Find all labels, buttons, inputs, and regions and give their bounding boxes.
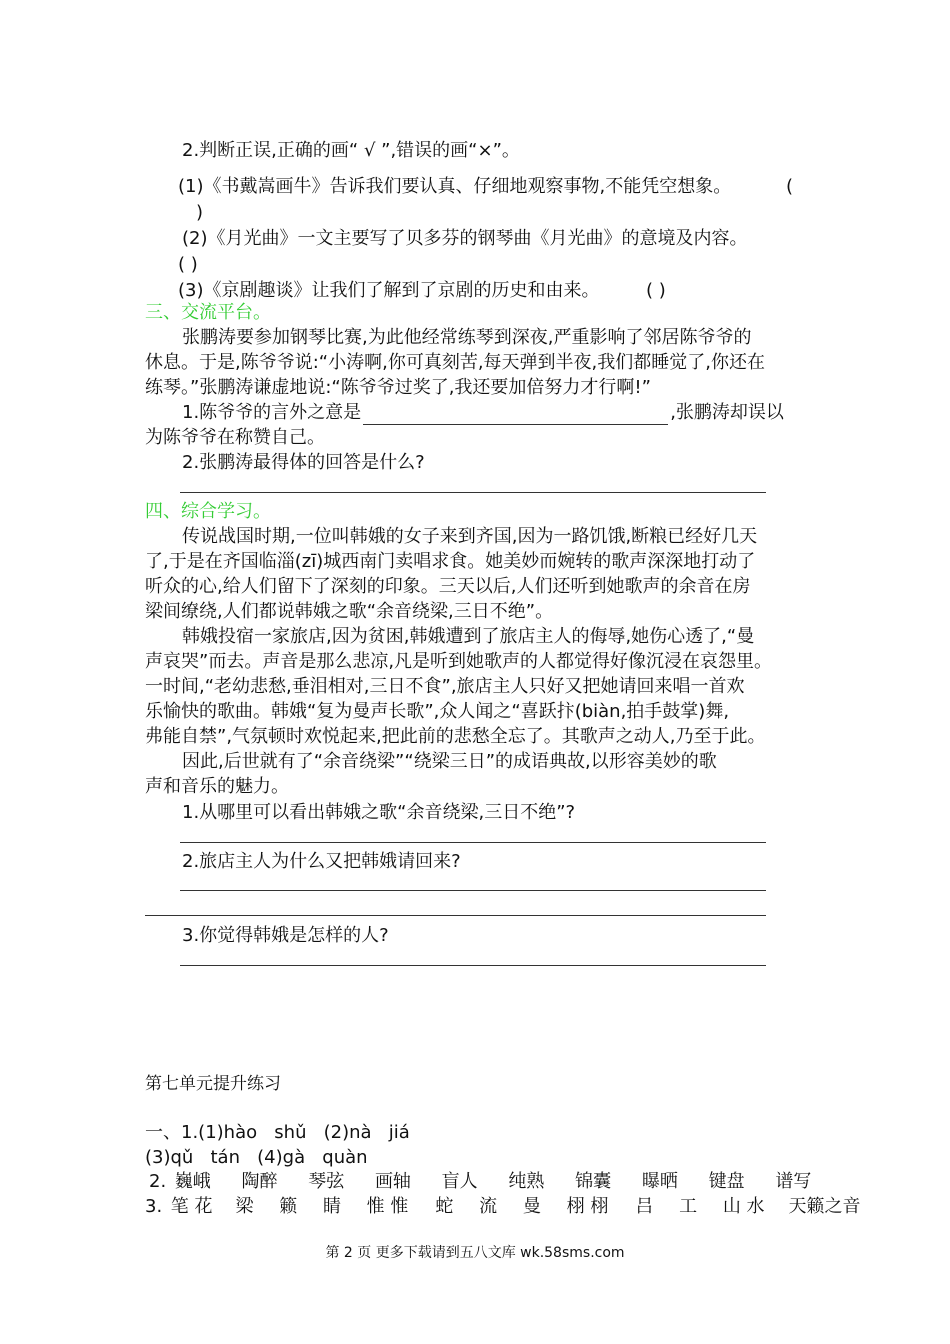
answer-word: 画轴 — [374, 1171, 411, 1192]
judge-item-1-paren-open: ( — [786, 176, 794, 197]
judge-item-3: (3)《京剧趣谈》让我们了解到了京剧的历史和由来。 — [178, 280, 600, 301]
answer-word: 笔 花 — [170, 1196, 213, 1217]
answer-word: 纯熟 — [508, 1171, 545, 1192]
answer-word: 锦囊 — [575, 1171, 612, 1192]
answer-word: 栩 栩 — [566, 1196, 609, 1217]
answer-line[interactable] — [145, 915, 766, 916]
sec4-para-line-5: 韩娥投宿一家旅店,因为贫困,韩娥遭到了旅店主人的侮辱,她伤心透了,“曼 — [182, 626, 755, 647]
sec3-question-2: 2.张鹏涛最得体的回答是什么? — [182, 452, 425, 473]
answers-row-3 — [145, 1195, 869, 1219]
sec3-para-line-1: 张鹏涛要参加钢琴比赛,为此他经常练琴到深夜,严重影响了邻居陈爷爷的 — [182, 327, 752, 348]
answer-word: 吕 — [635, 1196, 654, 1217]
answer-word: 陶醉 — [241, 1171, 278, 1192]
answer-word: 流 — [479, 1196, 498, 1217]
sec4-para-line-8: 乐愉快的歌曲。韩娥“复为曼声长歌”,众人闻之“喜跃抃(biàn,拍手鼓掌)舞, — [145, 701, 730, 722]
answer-word: 工 — [679, 1196, 698, 1217]
judge-item-2: (2)《月光曲》一文主要写了贝多芬的钢琴曲《月光曲》的意境及内容。 — [182, 228, 748, 249]
sec3-para-line-2: 休息。于是,陈爷爷说:“小涛啊,你可真刻苦,每天弹到半夜,我们都睡觉了,你还在 — [145, 352, 765, 373]
sec3-question-1-text: 1.陈爷爷的言外之意是 — [182, 402, 362, 423]
sec4-para-line-3: 听众的心,给人们留下了深刻的印象。三天以后,人们还听到她歌声的余音在房 — [145, 576, 751, 597]
answer-word: 曝晒 — [641, 1171, 678, 1192]
sec3-question-1 — [182, 401, 784, 425]
answer-line[interactable] — [180, 890, 766, 891]
answers-row-2 — [149, 1170, 836, 1194]
answer-word: 籁 — [279, 1196, 298, 1217]
answers-title: 第七单元提升练习 — [145, 1074, 281, 1094]
sec3-question-1-tail: ,张鹏涛却误以 — [670, 402, 784, 423]
sec4-para-line-2: 了,于是在齐国临淄(zī)城西南门卖唱求食。她美妙而婉转的歌声深深地打动了 — [145, 551, 756, 572]
judge-item-2-paren: ( ) — [178, 254, 198, 275]
answers-line-1: 一、1.(1)hào shǔ (2)nà jiá — [145, 1122, 410, 1143]
answer-line[interactable] — [180, 492, 766, 493]
sec4-para-line-9: 弗能自禁”,气氛顿时欢悦起来,把此前的悲愁全忘了。其歌声之动人,乃至于此。 — [145, 726, 766, 747]
answer-line[interactable] — [180, 842, 766, 843]
answer-word: 曼 — [522, 1196, 541, 1217]
answer-word: 蛇 — [435, 1196, 454, 1217]
answer-word: 惟 惟 — [366, 1196, 409, 1217]
sec3-para-line-3: 练琴。”张鹏涛谦虚地说:“陈爷爷过奖了,我还要加倍努力才行啊!” — [145, 377, 651, 398]
sec4-para-line-4: 梁间缭绕,人们都说韩娥之歌“余音绕梁,三日不绝”。 — [145, 601, 554, 622]
answers-row-3-label: 3. — [145, 1196, 163, 1217]
answer-word: 琴弦 — [308, 1171, 345, 1192]
sec4-para-line-7: 一时间,“老幼悲愁,垂泪相对,三日不食”,旅店主人只好又把她请回来唱一首欢 — [145, 676, 745, 697]
answer-blank[interactable] — [363, 406, 668, 425]
answer-word: 键盘 — [708, 1171, 745, 1192]
sec4-para-line-1: 传说战国时期,一位叫韩娥的女子来到齐国,因为一路饥饿,断粮已经好几天 — [182, 526, 758, 547]
judge-item-3-paren: ( ) — [646, 280, 666, 301]
section-3-heading: 三、交流平台。 — [145, 302, 271, 323]
sec3-question-1-cont: 为陈爷爷在称赞自己。 — [145, 427, 325, 448]
sec4-question-2: 2.旅店主人为什么又把韩娥请回来? — [182, 851, 461, 872]
answers-row-2-label: 2. — [149, 1171, 167, 1192]
answer-word: 梁 — [235, 1196, 254, 1217]
answer-word: 睛 — [322, 1196, 341, 1217]
sec4-question-3: 3.你觉得韩娥是怎样的人? — [182, 925, 389, 946]
sec4-para-line-11: 声和音乐的魅力。 — [145, 776, 289, 797]
answer-word: 巍峨 — [174, 1171, 211, 1192]
answer-word: 山 水 — [722, 1196, 765, 1217]
judge-item-1: (1)《书戴嵩画牛》告诉我们要认真、仔细地观察事物,不能凭空想象。 — [178, 176, 732, 197]
answer-line[interactable] — [180, 965, 766, 966]
answers-line-2: (3)qǔ tán (4)gà quàn — [145, 1147, 368, 1168]
judge-item-1-paren-close: ) — [196, 202, 204, 223]
answer-word: 天籁之音 — [788, 1196, 861, 1217]
sec4-para-line-10: 因此,后世就有了“余音绕梁”“绕梁三日”的成语典故,以形容美妙的歌 — [182, 751, 717, 772]
answer-word: 盲人 — [441, 1171, 478, 1192]
section-4-heading: 四、综合学习。 — [145, 501, 271, 522]
sec4-question-1: 1.从哪里可以看出韩娥之歌“余音绕梁,三日不绝”? — [182, 802, 576, 823]
answer-word: 谱写 — [775, 1171, 812, 1192]
sec4-para-line-6: 声哀哭”而去。声音是那么悲凉,凡是听到她歌声的人都觉得好像沉浸在哀怨里。 — [145, 651, 773, 672]
q2-title: 2.判断正误,正确的画“ √ ”,错误的画“×”。 — [182, 140, 520, 161]
page-footer: 第 2 页 更多下载请到五八文库 wk.58sms.com — [325, 1245, 625, 1261]
